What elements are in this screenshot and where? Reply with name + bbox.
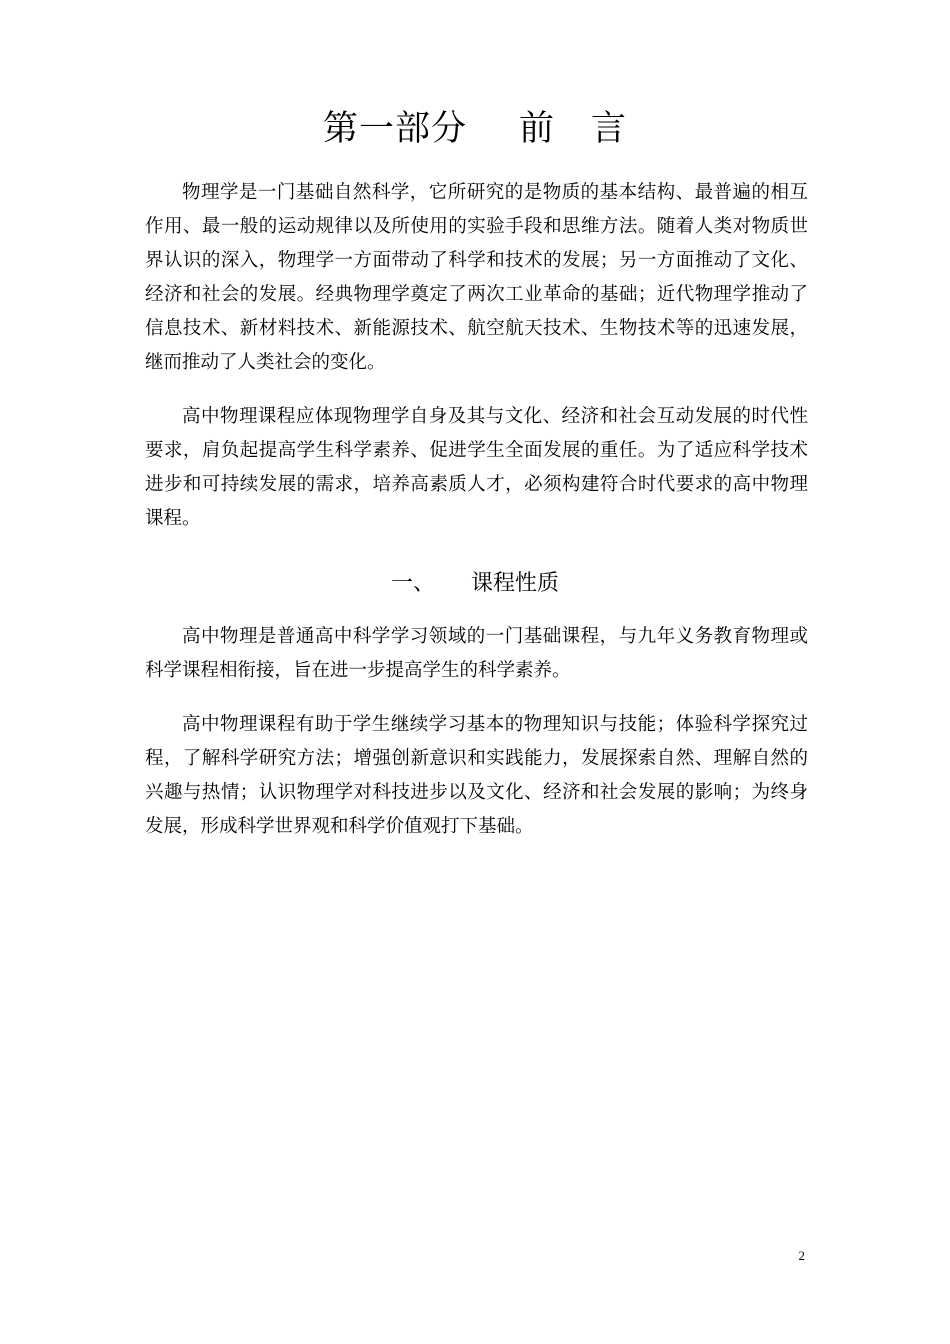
section-number: 一、	[390, 571, 435, 596]
part-title-sub: 前 言	[519, 109, 628, 149]
page-number: 2	[798, 1248, 805, 1263]
section-title: 课程性质	[471, 571, 560, 596]
section-paragraph-2: 高中物理课程有助于学生继续学习基本的物理知识与技能；体验科学探究过程，了解科学研究方法；增强创新意识和实践能力，发展探索自然、理解自然的兴趣与热情；认识物理学对科技进步以及文化、经济和社会发展的影响；为终身发展，形成科学世界观和科学价值观打下基础。	[145, 714, 808, 837]
preface-paragraph-1: 物理学是一门基础自然科学，它所研究的是物质的基本结构、最普遍的相互作用、最一般的运动规律以及所使用的实验手段和思维方法。随着人类对物质世界认识的深入，物理学一方面带动了科学和技术的发展；另一方面推动了文化、经济和社会的发展。经典物理学奠定了两次工业革命的基础；近代物理学推动了信息技术、新材料技术、新能源技术、航空航天技术、生物技术等的迅速发展，继而推动了人类社会的变化。	[145, 182, 808, 373]
section-paragraph-1: 高中物理是普通高中科学学习领域的一门基础课程，与九年义务教育物理或科学课程相衔接，旨在进一步提高学生的科学素养。	[145, 626, 808, 681]
preface-paragraph-2: 高中物理课程应体现物理学自身及其与文化、经济和社会互动发展的时代性要求，肩负起提高学生科学素养、促进学生全面发展的重任。为了适应科学技术进步和可持续发展的需求，培养高素质人才，必须构建符合时代要求的高中物理课程。	[145, 406, 808, 529]
part-title-main: 第一部分	[322, 109, 467, 149]
part-title	[0, 104, 950, 154]
section-heading	[0, 564, 950, 604]
section-body	[145, 620, 808, 844]
preface-body	[145, 176, 808, 536]
